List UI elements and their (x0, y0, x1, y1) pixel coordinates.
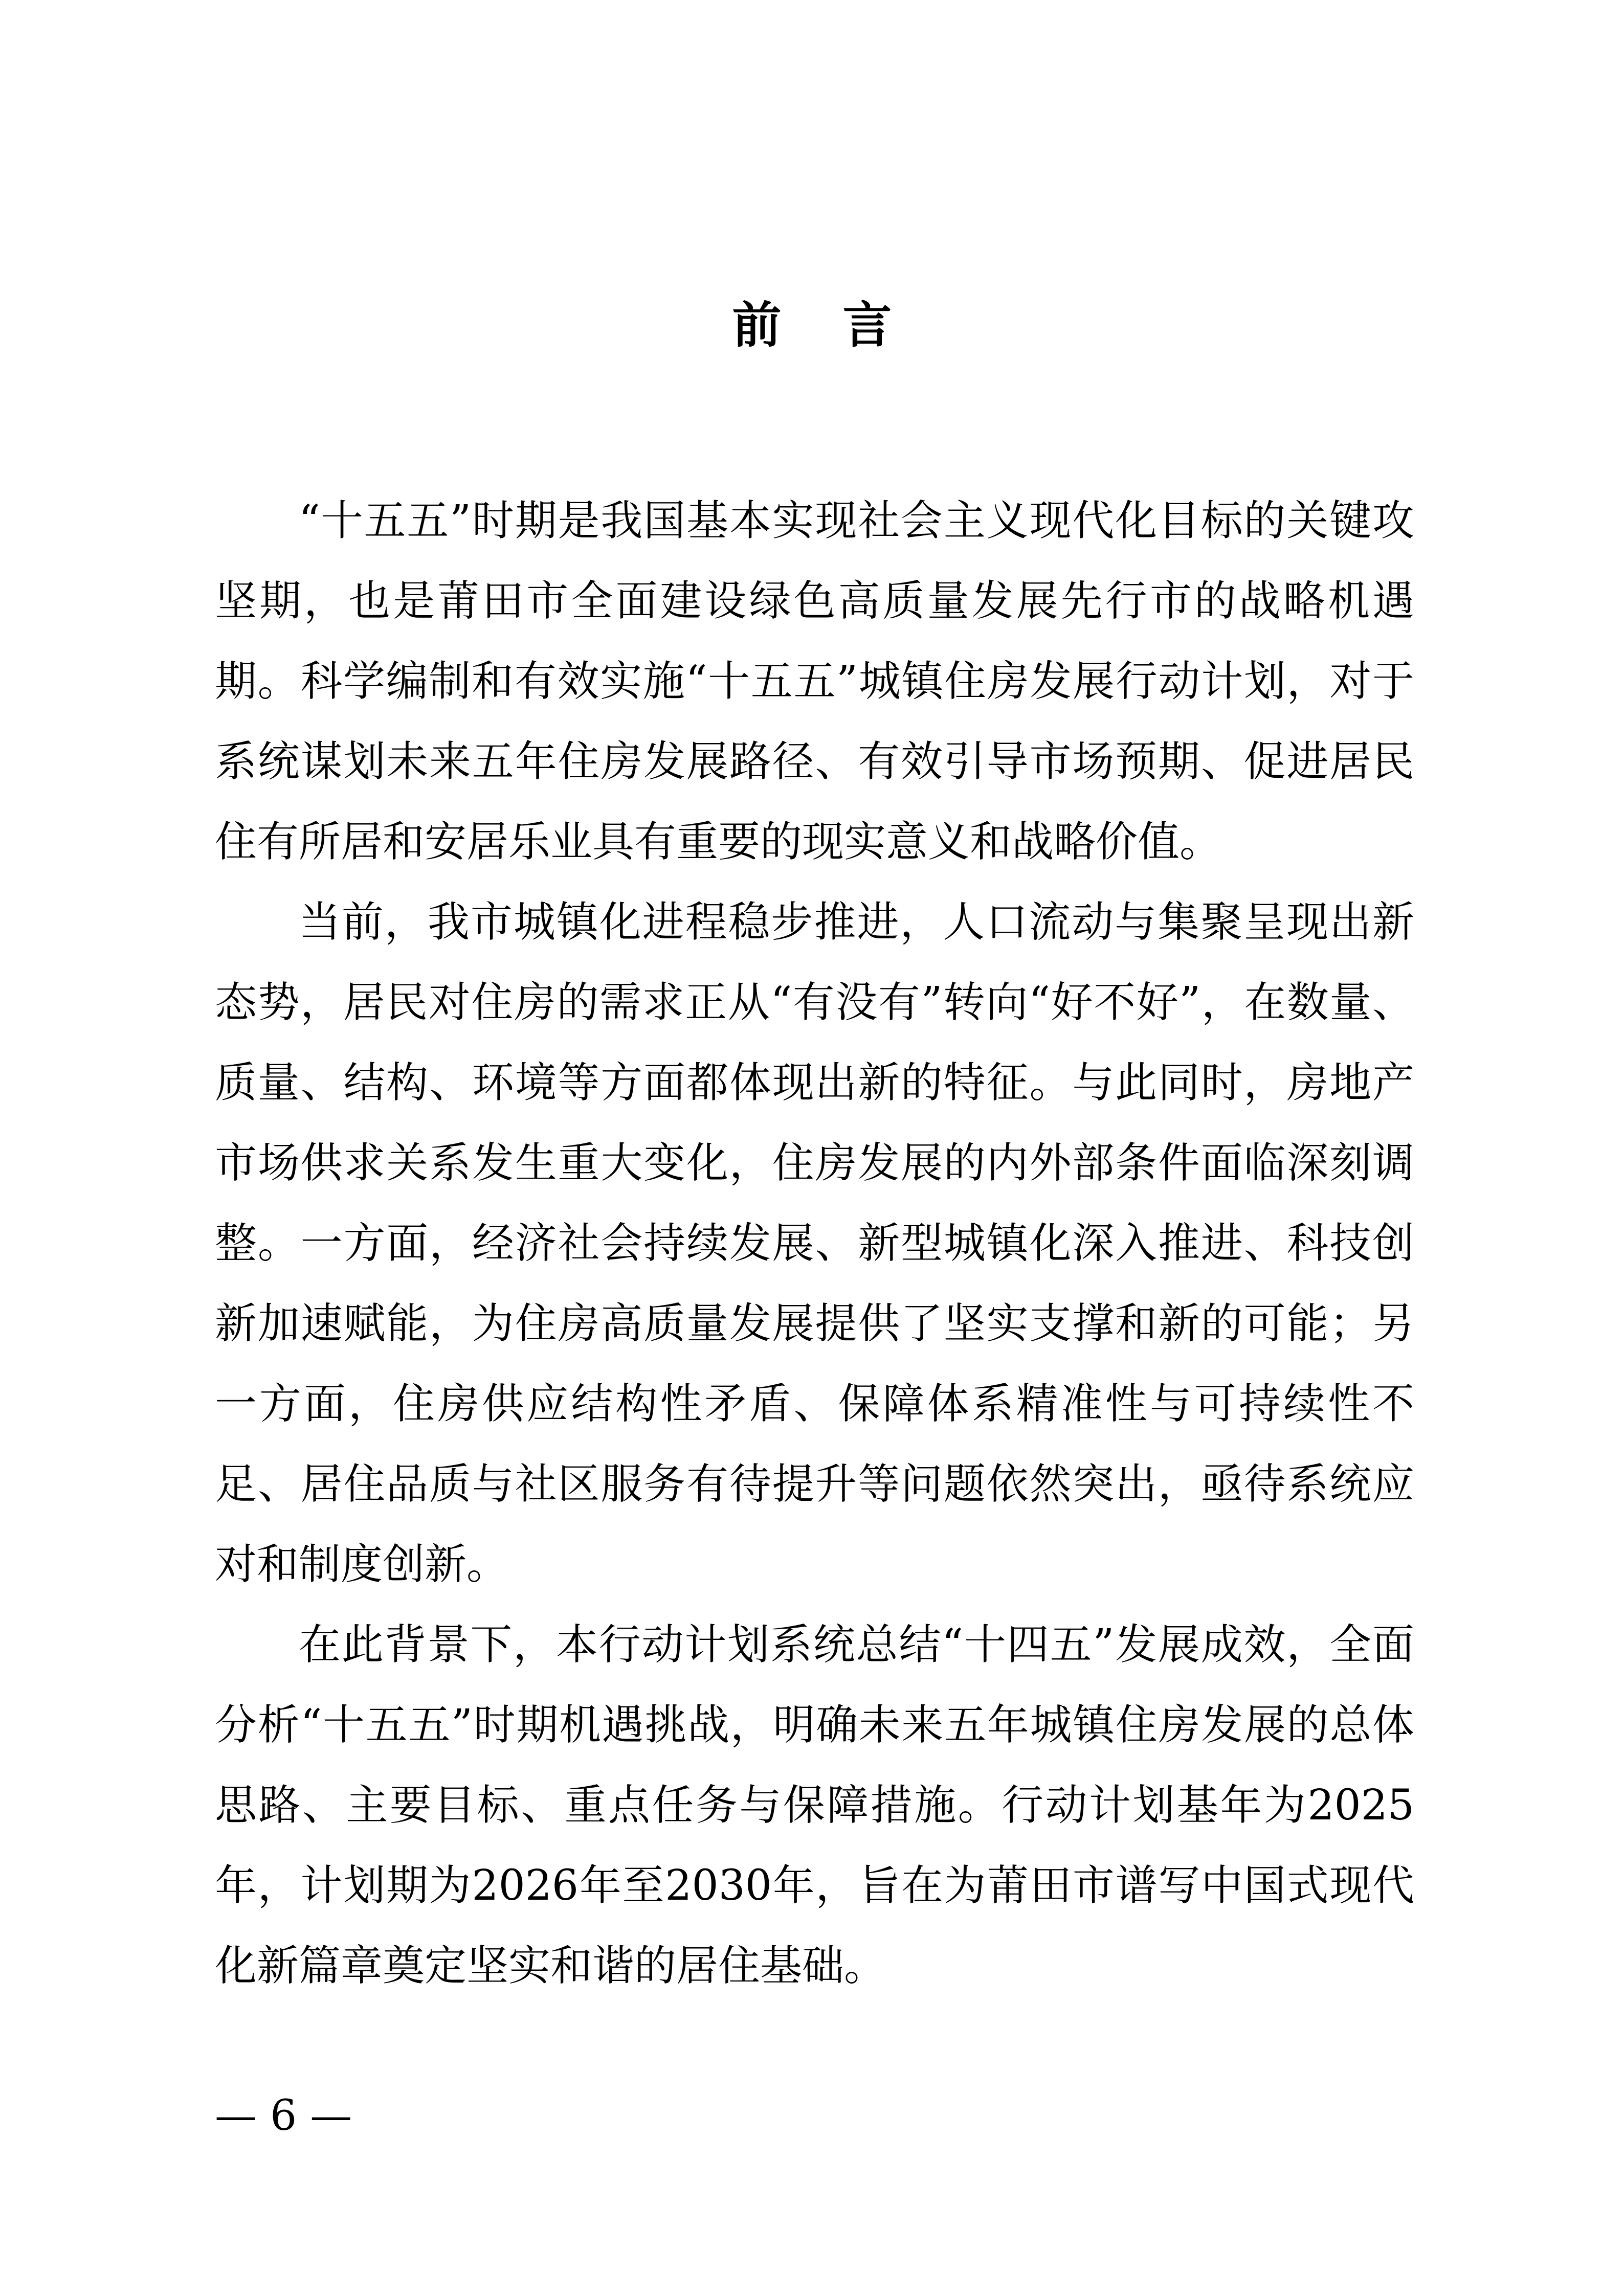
page-title: 前言 (732, 297, 953, 354)
document-body (215, 481, 1414, 2006)
paragraph-3: 在此背景下，本行动计划系统总结“十四五”发展成效，全面分析“十五五”时期机遇挑战，明确未来五年城镇住房发展的总体思路、主要目标、重点任务与保障措施。行动计划基年为2025年，计划期为2026年至2030年，旨在为莆田市谱写中国式现代化新篇章奠定坚实和谐的居住基础。 (215, 1620, 1414, 1990)
paragraph-1: “十五五”时期是我国基本实现社会主义现代化目标的关键攻坚期，也是莆田市全面建设绿色高质量发展先行市的战略机遇期。科学编制和有效实施“十五五”城镇住房发展行动计划，对于系统谋划未来五年住房发展路径、有效引导市场预期、促进居民住有所居和安居乐业具有重要的现实意义和战略价值。 (215, 497, 1414, 866)
paragraph-2: 当前，我市城镇化进程稳步推进，人口流动与集聚呈现出新态势，居民对住房的需求正从“有没有”转向“好不好”，在数量、质量、结构、环境等方面都体现出新的特征。与此同时，房地产市场供求关系发生重大变化，住房发展的内外部条件面临深刻调整。一方面，经济社会持续发展、新型城镇化深入推进、科技创新加速赋能，为住房高质量发展提供了坚实支撑和新的可能；另一方面，住房供应结构性矛盾、保障体系精准性与可持续性不足、居住品质与社区服务有待提升等问题依然突出，亟待系统应对和制度创新。 (215, 898, 1414, 1589)
page-number: — 6 — (215, 2091, 352, 2140)
